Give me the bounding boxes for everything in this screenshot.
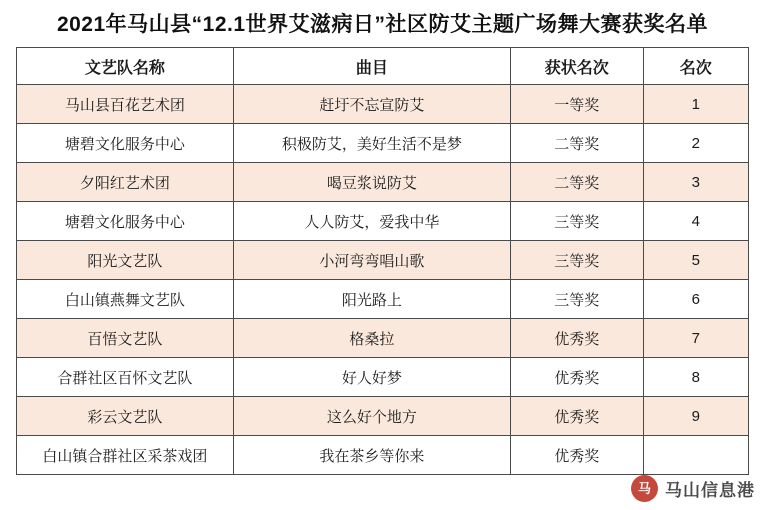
cell-award: 优秀奖: [511, 397, 644, 436]
cell-award: 二等奖: [511, 163, 644, 202]
cell-team: 塘碧文化服务中心: [17, 202, 234, 241]
watermark-label: 马山信息港: [665, 481, 755, 500]
cell-rank: 8: [643, 358, 748, 397]
cell-award: 一等奖: [511, 85, 644, 124]
column-header-rank: 名次: [643, 48, 748, 85]
table-row: [17, 241, 749, 280]
cell-rank: 1: [643, 85, 748, 124]
cell-song: 阳光路上: [233, 280, 510, 319]
table-row: [17, 358, 749, 397]
cell-rank: 7: [643, 319, 748, 358]
cell-award: 优秀奖: [511, 358, 644, 397]
table-header: [17, 48, 749, 85]
cell-award: 优秀奖: [511, 319, 644, 358]
cell-award: 三等奖: [511, 280, 644, 319]
cell-team: 百悟文艺队: [17, 319, 234, 358]
cell-rank: 4: [643, 202, 748, 241]
column-header-award: 获状名次: [511, 48, 644, 85]
table-row: [17, 85, 749, 124]
cell-rank: 3: [643, 163, 748, 202]
table-header-row: [17, 48, 749, 85]
cell-team: 彩云文艺队: [17, 397, 234, 436]
cell-team: 阳光文艺队: [17, 241, 234, 280]
cell-rank: [643, 436, 748, 475]
cell-rank: 9: [643, 397, 748, 436]
table-row: [17, 436, 749, 475]
cell-song: 格桑拉: [233, 319, 510, 358]
cell-award: 三等奖: [511, 202, 644, 241]
table-row: [17, 397, 749, 436]
cell-team: 白山镇燕舞文艺队: [17, 280, 234, 319]
table-row: [17, 319, 749, 358]
cell-team: 塘碧文化服务中心: [17, 124, 234, 163]
cell-song: 我在茶乡等你来: [233, 436, 510, 475]
cell-song: 小河弯弯唱山歌: [233, 241, 510, 280]
cell-award: 二等奖: [511, 124, 644, 163]
column-header-song: 曲目: [233, 48, 510, 85]
cell-song: 喝豆浆说防艾: [233, 163, 510, 202]
cell-song: 积极防艾，美好生活不是梦: [233, 124, 510, 163]
cell-team: 马山县百花艺术团: [17, 85, 234, 124]
cell-song: 赶圩不忘宣防艾: [233, 85, 510, 124]
cell-rank: 5: [643, 241, 748, 280]
cell-team: 夕阳红艺术团: [17, 163, 234, 202]
cell-song: 好人好梦: [233, 358, 510, 397]
page-title: 2021年马山县“12.1世界艾滋病日”社区防艾主题广场舞大赛获奖名单: [56, 13, 709, 36]
cell-team: 白山镇合群社区采茶戏团: [17, 436, 234, 475]
table-row: [17, 202, 749, 241]
table-row: [17, 124, 749, 163]
cell-rank: 2: [643, 124, 748, 163]
watermark: [631, 475, 755, 502]
cell-song: 这么好个地方: [233, 397, 510, 436]
watermark-logo-icon: 马: [631, 475, 658, 502]
cell-award: 三等奖: [511, 241, 644, 280]
cell-rank: 6: [643, 280, 748, 319]
column-header-team: 文艺队名称: [17, 48, 234, 85]
cell-song: 人人防艾，爱我中华: [233, 202, 510, 241]
cell-team: 合群社区百怀文艺队: [17, 358, 234, 397]
table-row: [17, 163, 749, 202]
award-table: [16, 47, 749, 475]
table-row: [17, 280, 749, 319]
table-body: [17, 85, 749, 475]
cell-award: 优秀奖: [511, 436, 644, 475]
